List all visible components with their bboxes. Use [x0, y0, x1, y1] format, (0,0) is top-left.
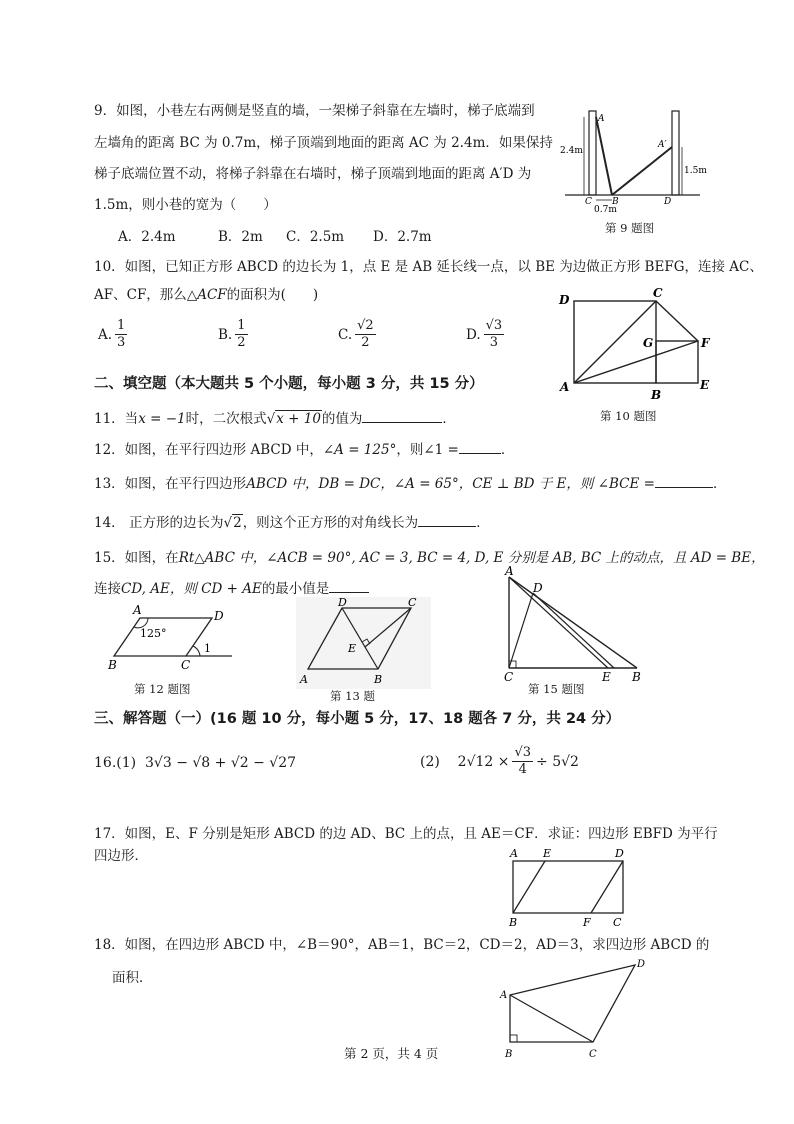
q13-pre: 13．如图，在平行四边形 [94, 476, 247, 492]
q10-fig-label-d: D [559, 293, 570, 307]
q13 [94, 473, 726, 494]
q13-fig-label-b: B [374, 673, 383, 686]
q12-pre: 12．如图，在平行四边形 ABCD 中， [94, 442, 323, 458]
q13-fig-label-c: C [408, 597, 417, 609]
q14-post: ，则这个正方形的对角线长为 [242, 515, 419, 531]
q10-figure [555, 285, 725, 403]
q10-option-c-num: √2 [357, 318, 374, 333]
q16-part2 [420, 745, 579, 778]
q15-fig-label-e: E [602, 670, 611, 683]
q10-option-b-num: 1 [237, 318, 246, 333]
q9-line1: 9．如图，小巷左右两侧是竖直的墙，一架梯子斜靠在左墙时，梯子底端到 [94, 103, 535, 119]
section3-heading: 三、解答题（一）(16 题 10 分，每小题 5 分，17、18 题各 7 分，共 24 分） [94, 711, 621, 727]
q10-option-a [98, 318, 130, 351]
q11 [94, 408, 456, 429]
q17-figure [500, 845, 640, 931]
q12-fig-label-b: B [108, 658, 117, 672]
q18-fig-label-c: C [589, 1049, 597, 1060]
q9-fig-label-width: 0.7m [594, 205, 617, 215]
q12-figure [104, 600, 239, 678]
q15-line1 [94, 548, 765, 568]
q10-triangle: △ACF [186, 287, 227, 303]
q10-option-c-den: 2 [361, 335, 370, 350]
q16-expr2-num: √3 [514, 745, 532, 760]
q10-option-a-den: 3 [117, 335, 126, 350]
q15-fig-label-a: A [505, 565, 514, 578]
q10-option-d-letter: D. [466, 326, 481, 343]
q9-option-d: D．2.7m [373, 229, 432, 245]
q17-fig-label-f: F [583, 916, 591, 929]
q12-fig-label-d: D [214, 609, 224, 623]
q9-option-a: A．2.4m [118, 229, 176, 245]
q15-line2-pre: 连接 [94, 581, 121, 597]
q16-expr2-post: ÷ 5√2 [536, 753, 579, 770]
q13-figure [296, 597, 431, 689]
q10-option-a-num: 1 [117, 318, 126, 333]
q15-line1-pre: 15．如图，在 [94, 550, 179, 566]
q9-figure [560, 105, 710, 215]
q15-figure [500, 565, 650, 683]
q14-pre: 14． 正方形的边长为 [94, 515, 224, 531]
q14-answer-blank [418, 512, 476, 527]
q16-part1 [94, 753, 296, 773]
q11-post: 的值为 [321, 411, 363, 427]
q12-fig-label-a: A [133, 603, 142, 617]
q16-label1: 16.(1) [94, 755, 137, 771]
q10-fig-label-e: E [700, 378, 710, 392]
q10-line2-post: 的面积为( ) [226, 287, 319, 303]
q13-fig-label-e: E [348, 642, 357, 655]
q10-line2-pre: AF、CF，那么 [94, 287, 187, 303]
q18-fig-label-a: A [500, 990, 508, 1001]
q12-caption: 第 12 题图 [134, 682, 191, 696]
q13-fig-label-d: D [338, 597, 347, 609]
q10-option-a-letter: A. [98, 326, 113, 343]
q10-fig-label-b: B [651, 388, 662, 402]
q10-option-d [466, 318, 507, 351]
q10-option-b [218, 318, 251, 351]
q13-caption: 第 13 题 [330, 689, 375, 703]
q17-fig-label-a: A [510, 847, 518, 860]
q18-fig-label-b: B [505, 1049, 513, 1060]
q17-fig-label-c: C [613, 916, 622, 929]
q12-angle: ∠1 = [423, 442, 459, 458]
q9-option-c: C．2.5m [286, 229, 345, 245]
q10-option-c-letter: C. [338, 326, 353, 343]
q17-fig-label-d: D [615, 847, 624, 860]
q12 [94, 439, 514, 460]
q10-fig-label-g: G [643, 336, 654, 350]
q15-line2 [94, 578, 369, 599]
q11-radicand: x + 10 [276, 411, 321, 427]
q15-answer-blank [329, 578, 369, 593]
q9-line4: 1.5m，则小巷的宽为（ ） [94, 197, 277, 213]
q17-fig-label-e: E [543, 847, 552, 860]
q18-line2: 面积． [112, 970, 153, 986]
q15-fig-label-d: D [533, 581, 543, 595]
q16-expr2-den: 4 [518, 762, 527, 777]
q11-radical-sign: √ [266, 411, 276, 427]
q9-fig-label-d: D [664, 197, 672, 207]
q10-option-c-fraction [355, 318, 376, 351]
q12-period: ． [500, 442, 515, 458]
q13-period: ． [712, 476, 727, 492]
q11-pre: 11．当 [94, 411, 139, 427]
q14-radical-sign: √ [223, 515, 233, 531]
q15-line2-body: CD, AE，则 CD + AE [121, 581, 262, 597]
q10-fig-label-a: A [560, 380, 570, 394]
q12-mid: ，则 [396, 442, 424, 458]
q11-period: ． [442, 411, 456, 427]
q16-expr2-fraction [512, 745, 533, 778]
q14-radicand: 2 [233, 515, 242, 531]
q9-fig-label-c: C [585, 197, 592, 207]
q17-line2: 四边形． [94, 848, 148, 864]
q9-line2: 左墙角的距离 BC 为 0.7m，梯子顶端到地面的距离 AC 为 2.4m．如果保持 [94, 135, 553, 151]
q12-fig-label-angle: 125° [140, 627, 167, 640]
q10-caption: 第 10 题图 [600, 409, 657, 423]
q13-body: ABCD 中，DB = DC，∠A = 65°，CE ⊥ BD 于 E，则 ∠BCE = [246, 476, 655, 492]
q18-fig-label-d: D [637, 959, 646, 970]
q10-line2 [94, 285, 318, 305]
q10-fig-label-c: C [653, 286, 663, 300]
q11-answer-blank [362, 408, 442, 423]
q12-condition: ∠A = 125° [322, 442, 397, 458]
q10-option-c [338, 318, 379, 351]
q11-condition: x = −1 [138, 411, 186, 427]
q9-line3: 梯子底端位置不动，将梯子斜靠在右墙时，梯子顶端到地面的距离 A′D 为 [94, 166, 532, 182]
q13-fig-label-a: A [300, 673, 308, 686]
q15-fig-label-c: C [504, 670, 514, 683]
q11-mid: 时，二次根式 [185, 411, 267, 427]
q15-line1-body: Rt△ABC 中，∠ACB = 90°, AC = 3, BC = 4, D, E 分别是 AB, BC 上的动点，且 AD = BE， [178, 550, 765, 566]
q15-line2-post: 的最小值是 [261, 581, 330, 597]
q10-option-a-fraction [115, 318, 127, 351]
q10-option-d-fraction [484, 318, 505, 351]
q9-fig-label-a-prime: A′ [658, 140, 667, 150]
q10-option-b-den: 2 [237, 335, 246, 350]
q13-answer-blank [655, 473, 713, 488]
q10-line1: 10．如图，已知正方形 ABCD 的边长为 1，点 E 是 AB 延长线一点，以 BE 为边做正方形 BEFG，连接 AC、 [94, 259, 763, 275]
q12-fig-label-c: C [181, 658, 191, 672]
q18-line1: 18．如图，在四边形 ABCD 中，∠B＝90°，AB＝1，BC＝2，CD＝2，AD＝3，求四边形 ABCD 的 [94, 937, 710, 953]
section2-heading: 二、填空题（本大题共 5 个小题，每小题 3 分，共 15 分） [94, 376, 484, 392]
q15-caption: 第 15 题图 [528, 682, 585, 696]
q10-option-d-num: √3 [485, 318, 503, 333]
q10-fig-label-f: F [701, 336, 710, 350]
q15-fig-label-b: B [632, 670, 641, 683]
q17-fig-label-b: B [509, 916, 518, 929]
q9-fig-label-height-left: 2.4m [560, 146, 583, 156]
q10-option-b-letter: B. [218, 326, 233, 343]
page-footer: 第 2 页，共 4 页 [344, 1046, 439, 1061]
q10-option-d-den: 3 [489, 335, 499, 350]
q10-option-b-fraction [235, 318, 247, 351]
q16-expr1: 3√3 − √8 + √2 − √27 [145, 755, 297, 771]
q14-period: ． [476, 515, 490, 531]
q9-fig-label-a: A [598, 114, 605, 124]
q12-fig-label-one: 1 [204, 642, 211, 655]
q9-fig-label-height-right: 1.5m [684, 166, 707, 176]
q9-option-b: B．2m [218, 229, 263, 245]
q18-figure [495, 955, 655, 1065]
q9-fig-label-b: B [612, 197, 619, 207]
q16-expr2-pre: 2√12 × [457, 753, 510, 770]
q12-answer-blank [459, 439, 501, 454]
q9-caption: 第 9 题图 [605, 221, 655, 235]
q14 [94, 512, 490, 533]
q17-line1: 17．如图，E、F 分别是矩形 ABCD 的边 AD、BC 上的点，且 AE＝CF．求证：四边形 EBFD 为平行 [94, 826, 718, 842]
q16-label2: (2) [420, 753, 440, 770]
